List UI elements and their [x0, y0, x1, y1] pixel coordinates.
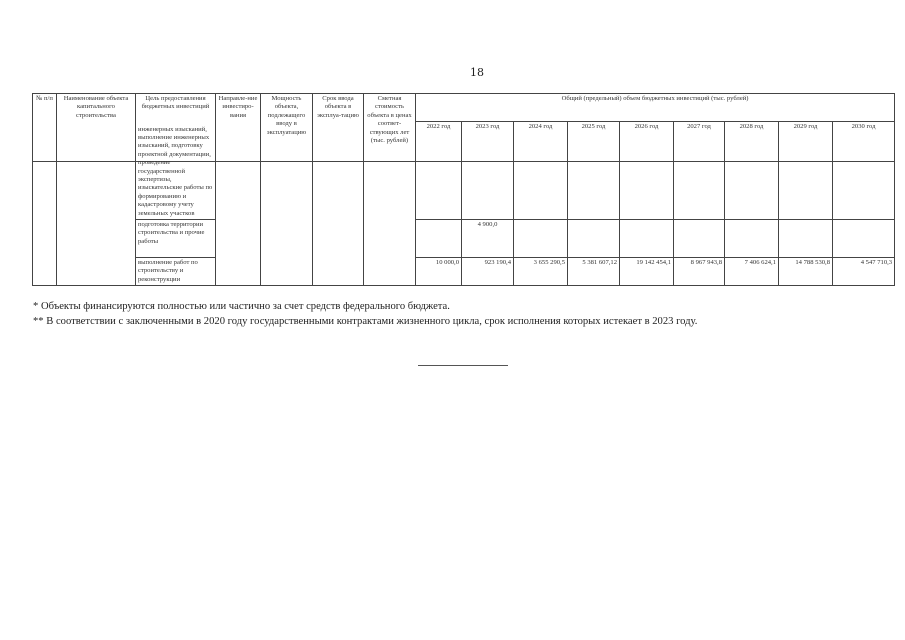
- value-cell: [725, 162, 779, 220]
- value-cell: 3 655 290,5: [514, 258, 568, 286]
- value-cell: [514, 162, 568, 220]
- num-cell: [33, 162, 57, 286]
- value-cell: [568, 220, 620, 258]
- value-cell: 19 142 454,1: [620, 258, 674, 286]
- header-total-investment: Общий (предельный) объем бюджетных инвестиций (тыс. рублей): [416, 94, 895, 122]
- header-direction: Направле-ние инвестиро-вания: [216, 94, 261, 162]
- value-cell: [620, 162, 674, 220]
- table-row: [33, 162, 895, 220]
- value-cell: 5 381 607,12: [568, 258, 620, 286]
- header-capacity: Мощность объекта, подлежащего вводу в эксплуатацию: [261, 94, 313, 162]
- year-header: 2030 год: [833, 122, 895, 162]
- value-cell: [833, 162, 895, 220]
- direction-cell: [216, 162, 261, 286]
- value-cell: 8 967 943,8: [674, 258, 725, 286]
- header-object-name: Наименование объекта капитального строительства: [57, 94, 136, 162]
- table-row: [33, 258, 895, 286]
- year-header: 2029 год: [779, 122, 833, 162]
- stage-cell: [136, 125, 216, 220]
- year-header: 2025 год: [568, 122, 620, 162]
- capacity-cell: [261, 162, 313, 286]
- header-commission-term: Срок ввода объекта в эксплуа-тацию: [313, 94, 364, 162]
- stage-label: подготовка территории строительства и прочие работы: [136, 220, 216, 258]
- stage-label: инженерных изысканий, выполнение инженерных изысканий, подготовку проектной документации, проведение государственной экспертизы, изыскательские работы по формированию и кадастровому учету земельных участков: [138, 125, 213, 217]
- page-number: 18: [470, 66, 484, 79]
- value-cell: [725, 220, 779, 258]
- year-header: 2027 год: [674, 122, 725, 162]
- end-rule: [418, 365, 508, 366]
- value-cell: [462, 162, 514, 220]
- year-header: 2022 год: [416, 122, 462, 162]
- footnote-contracts: ** В соответствии с заключенными в 2020 году государственными контрактами жизненного цикла, срок исполнения которых истекает в 2023 году.: [33, 316, 698, 327]
- value-cell: [674, 220, 725, 258]
- value-cell: 14 788 530,8: [779, 258, 833, 286]
- value-cell: 10 000,0: [416, 258, 462, 286]
- year-header: 2026 год: [620, 122, 674, 162]
- value-cell: [833, 220, 895, 258]
- header-purpose: Цель предоставления бюджетных инвестиций: [136, 94, 216, 162]
- year-header: 2028 год: [725, 122, 779, 162]
- value-cell: [514, 220, 568, 258]
- year-header: 2024 год: [514, 122, 568, 162]
- cost-cell: [364, 162, 416, 286]
- value-cell: [568, 162, 620, 220]
- footnotes: [33, 299, 893, 329]
- year-header: 2023 год: [462, 122, 514, 162]
- term-cell: [313, 162, 364, 286]
- value-cell: [779, 220, 833, 258]
- stage-label: выполнение работ по строительству и реконструкции: [136, 258, 216, 286]
- value-cell: 4 547 710,3: [833, 258, 895, 286]
- value-cell: [416, 220, 462, 258]
- value-cell: 7 406 624,1: [725, 258, 779, 286]
- value-cell: [416, 162, 462, 220]
- table-row: [33, 220, 895, 258]
- header-num: № п/п: [33, 94, 57, 162]
- header-row: [33, 94, 895, 122]
- value-cell: [620, 220, 674, 258]
- budget-investment-table: [32, 93, 895, 286]
- value-cell: 923 190,4: [462, 258, 514, 286]
- header-estimated-cost: Сметная стоимость объекта в ценах соответ-ствующих лет (тыс. рублей): [364, 94, 416, 162]
- object-name-cell: [57, 162, 136, 286]
- value-cell: [779, 162, 833, 220]
- value-cell: [674, 162, 725, 220]
- value-cell: 4 900,0: [462, 220, 514, 258]
- footnote-federal-budget: * Объекты финансируются полностью или частично за счет средств федерального бюджета.: [33, 301, 450, 312]
